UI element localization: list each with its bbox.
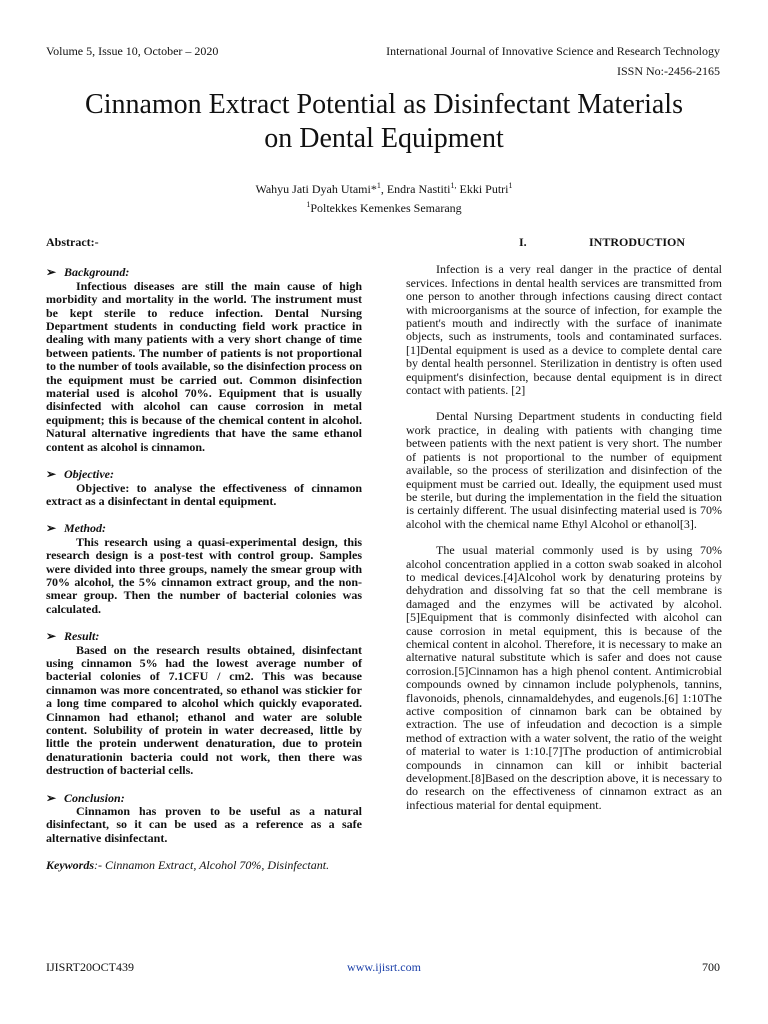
author-3: Ekki Putri xyxy=(456,182,509,196)
paper-code: IJISRT20OCT439 xyxy=(46,960,134,974)
section-body: Based on the research results obtained, disinfectant using cinnamon 5% had the lowest average number of bacterial colonies of 7.1CFU / cm2. This was because cinnamon was more concentrated, so ethanol was stickier for a long time compared to alcohol which quickly evaporated. Cinnamon had ethanol; ethanol and water are soluble content. Solubility of protein in water decreased, little by little the protein underwent denaturation, due to protein denaturationin bacteria could not work, then there was destruction of bacterial cells. xyxy=(46,642,362,778)
section-body: Cinnamon has proven to be useful as a natural disinfectant, so it can be used as a reference as a safe alternative disinfectant. xyxy=(46,804,362,845)
affiliation-sup: 1 xyxy=(306,200,311,209)
bullet-arrow-icon: ➢ xyxy=(46,521,57,536)
paper-title xyxy=(40,88,728,156)
section-body: This research using a quasi-experimental design, this research design is a post-test with control group. Samples were divided into three groups, namely the smear group with 70% alcohol, the 5% cinnamon extract group, and the non-smear group. Then the number of bacterial colonies was calculated. xyxy=(46,534,362,616)
author-1-sup: 1 xyxy=(376,181,381,190)
author-list xyxy=(40,178,728,197)
abstract-label: Abstract:- xyxy=(46,235,99,249)
author-block xyxy=(40,178,728,216)
journal-name: International Journal of Innovative Science and Research Technology xyxy=(386,44,720,58)
bullet-arrow-icon: ➢ xyxy=(46,629,57,644)
section-heading: Conclusion: xyxy=(64,790,125,805)
volume-issue: Volume 5, Issue 10, October – 2020 xyxy=(46,44,219,58)
title-line-1: Cinnamon Extract Potential as Disinfectant Materials xyxy=(85,89,683,120)
bullet-arrow-icon: ➢ xyxy=(46,265,57,280)
abstract-background xyxy=(46,266,362,454)
bullet-arrow-icon: ➢ xyxy=(46,790,57,805)
section-heading: Objective: xyxy=(64,467,114,482)
section-heading: Result: xyxy=(64,629,100,644)
section-number: I. xyxy=(518,235,527,249)
author-3-sup: 1 xyxy=(508,181,513,190)
keywords xyxy=(46,859,362,872)
issn: ISSN No:-2456-2165 xyxy=(616,64,720,78)
section-body: Infectious diseases are still the main cause of high morbidity and mortality in the world. The instrument must be kept sterile to reduce infection. Dental Nursing Department students in conducting field work practice in dealing with many patients with a very short change of time between patients. The number of patients is not proportional to the number of tools available, so the disinfection process on the equipment must be carried out. Common disinfection material used is alcohol 70%. Equipment that is usually disinfected with alcohol can cause corrosion in metal equipment; this is because of the chemical content in alcohol. Natural alternative ingredients that have the same ethanol content as alcohol is cinnamon. xyxy=(46,278,362,454)
intro-paragraph-1: Infection is a very real danger in the practice of dental services. Infections in dental health services are transmitted from one person to another through infections causing direct contact with microorganisms at the source of infection, for example the patient's mouth and indirectly with the surface of inanimate objects, such as instruments, tools and contaminated surfaces.[1]Dental equipment is used as a device to complete dental care by dental health personnel. Sterilization in dentistry is often used equipment's disinfection, because dental equipment is in direct contact with patients. [2] xyxy=(406,262,722,398)
section-title: INTRODUCTION xyxy=(588,235,685,249)
section-heading: Background: xyxy=(64,265,130,280)
author-2-sup: 1, xyxy=(450,181,457,190)
section-heading: Method: xyxy=(64,521,106,536)
introduction-column xyxy=(406,236,722,825)
bullet-arrow-icon: ➢ xyxy=(46,467,57,482)
intro-paragraph-2: Dental Nursing Department students in conducting field work practice, in dealing with patients with changing time between patients with the next patient is very short. The number of patients is not proportional to the number of equipment available, so the process of sterilization and disinfection of the equipment must be carried out. Ideally, the equipment used must be sterile, but during the implementation in the field the situation is certainly different. The usual disinfecting material used is 70% alcohol with the chemical name Ethyl Alcohol or ethanol[3]. xyxy=(406,409,722,531)
website-link[interactable]: www.ijisrt.com xyxy=(347,960,421,974)
abstract-conclusion xyxy=(46,792,362,846)
keywords-text: :- Cinnamon Extract, Alcohol 70%, Disinfectant. xyxy=(94,858,330,873)
affiliation xyxy=(40,197,728,216)
section-body: Objective: to analyse the effectiveness of cinnamon extract as a disinfectant in dental equipment. xyxy=(46,480,362,508)
page-number: 700 xyxy=(702,960,720,974)
abstract-method xyxy=(46,522,362,616)
abstract-column xyxy=(46,236,362,885)
abstract-objective xyxy=(46,468,362,508)
abstract-result xyxy=(46,630,362,777)
introduction-heading xyxy=(406,236,722,249)
affiliation-text: Poltekkes Kemenkes Semarang xyxy=(310,201,462,215)
title-line-2: on Dental Equipment xyxy=(264,123,504,154)
author-2: , Endra Nastiti xyxy=(380,182,451,196)
author-1: Wahyu Jati Dyah Utami* xyxy=(255,182,377,196)
keywords-label: Keywords xyxy=(46,858,94,873)
intro-paragraph-3: The usual material commonly used is by using 70% alcohol concentration applied in a cotton swab soaked in alcohol to medical devices.[4]Alcohol work by denaturing proteins by dehydration and dissolving fat so that the cell membrane is damaged and the enzymes will be activated by alcohol.[5]Equipment that is commonly disinfected with alcohol can cause corrosion in metal equipment, this is because of the chemical content in alcohol. Therefore, it is necessary to make an alternative natural substitute which is safer and does not cause corrosion.[5]Cinnamon has a high phenol content. Antimicrobial compounds owned by cinnamon include polyphenols, tannins, flavonoids, phenols, cinnamaldehydes, and eugenols.[6] 1:10The active composition of cinnamon bark can be obtained by extraction. The use of infeudation and decoction is a simple method of extraction with a water solvent, the ratio of the weight of material to water is 1:10.[7]The production of antimicrobial compounds in cinnamon can kill or inhibit bacterial development.[8]Based on the description above, it is necessary to do research on the effectiveness of cinnamon extract as an infectious material for dental equipment. xyxy=(406,543,722,812)
